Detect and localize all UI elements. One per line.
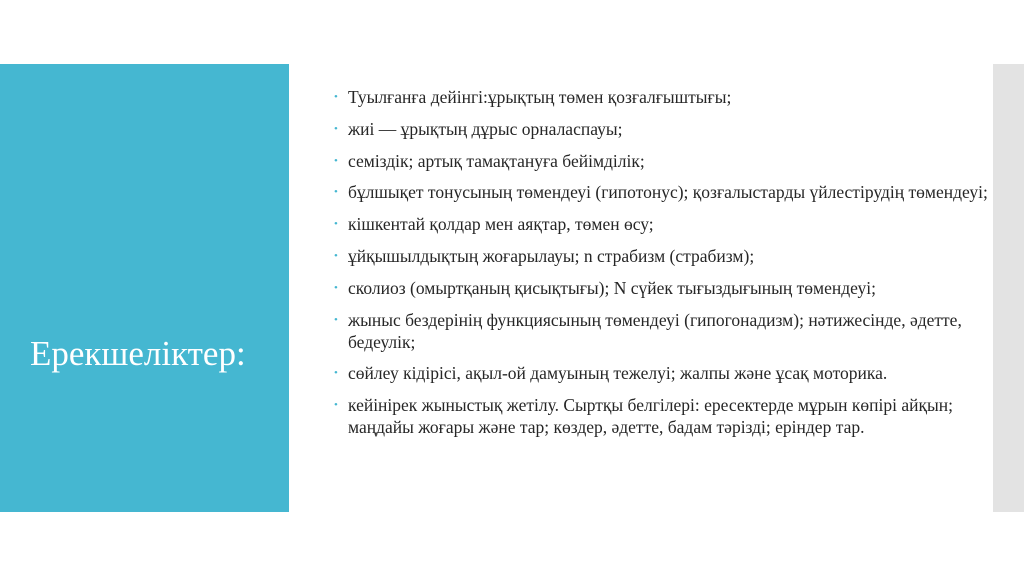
bullet-item — [334, 150, 990, 172]
bullet-dot-icon: • — [334, 281, 338, 294]
bullet-item — [334, 181, 990, 203]
bullet-text: сөйлеу кідірісі, ақыл-ой дамуының тежелуі; жалпы және ұсақ моторика. — [348, 363, 888, 384]
bullet-item — [334, 309, 990, 353]
bullet-item — [334, 245, 990, 267]
bullet-dot-icon: • — [334, 91, 338, 103]
bullet-text: бұлшықет тонусының төмендеуі (гипотонус); қозғалыстарды үйлестірудің төмендеуі; — [348, 182, 988, 203]
slide-title: Ерекшеліктер: — [30, 334, 246, 373]
bullet-item — [334, 213, 990, 235]
bullet-dot-icon: • — [334, 313, 338, 326]
bullet-item — [334, 277, 990, 299]
bullet-dot-icon: • — [334, 399, 338, 412]
bullet-dot-icon: • — [334, 218, 338, 231]
bullet-dot-icon: • — [334, 154, 338, 167]
bullet-text: семіздік; артық тамақтануға бейімділік; — [348, 150, 645, 171]
bullet-item — [334, 86, 990, 108]
bullet-dot-icon: • — [334, 186, 338, 199]
bullet-item — [334, 118, 990, 140]
bullet-dot-icon: • — [334, 249, 338, 262]
title-panel — [0, 64, 289, 512]
bullet-text: сколиоз (омыртқаның қисықтығы); N сүйек тығыздығының төмендеуі; — [348, 277, 876, 298]
bullet-text: кейінірек жыныстық жетілу. Сыртқы белгілері: ересектерде мұрын көпірі айқын; маңдайы жоғары және тар; көздер, әдетте, бадам тәрізді; еріндер тар. — [348, 395, 953, 438]
bullet-dot-icon: • — [334, 122, 338, 135]
bullet-text: жиі — ұрықтың дұрыс орналаспауы; — [348, 118, 623, 139]
bullet-text: кішкентай қолдар мен аяқтар, төмен өсу; — [348, 214, 654, 235]
bullet-text: жыныс бездерінің функциясының төмендеуі (гипогонадизм); нәтижесінде, әдетте, бедеулік; — [348, 309, 962, 352]
bullet-text: Туылғанға дейінгі:ұрықтың төмен қозғалғыштығы; — [348, 87, 732, 107]
bullet-item — [334, 362, 990, 384]
right-side-strip — [993, 64, 1024, 512]
bullet-list — [334, 86, 990, 448]
bullet-text: ұйқышылдықтың жоғарылауы; n страбизм (страбизм); — [348, 245, 755, 266]
bullet-dot-icon: • — [334, 367, 338, 380]
bullet-item — [334, 394, 990, 438]
